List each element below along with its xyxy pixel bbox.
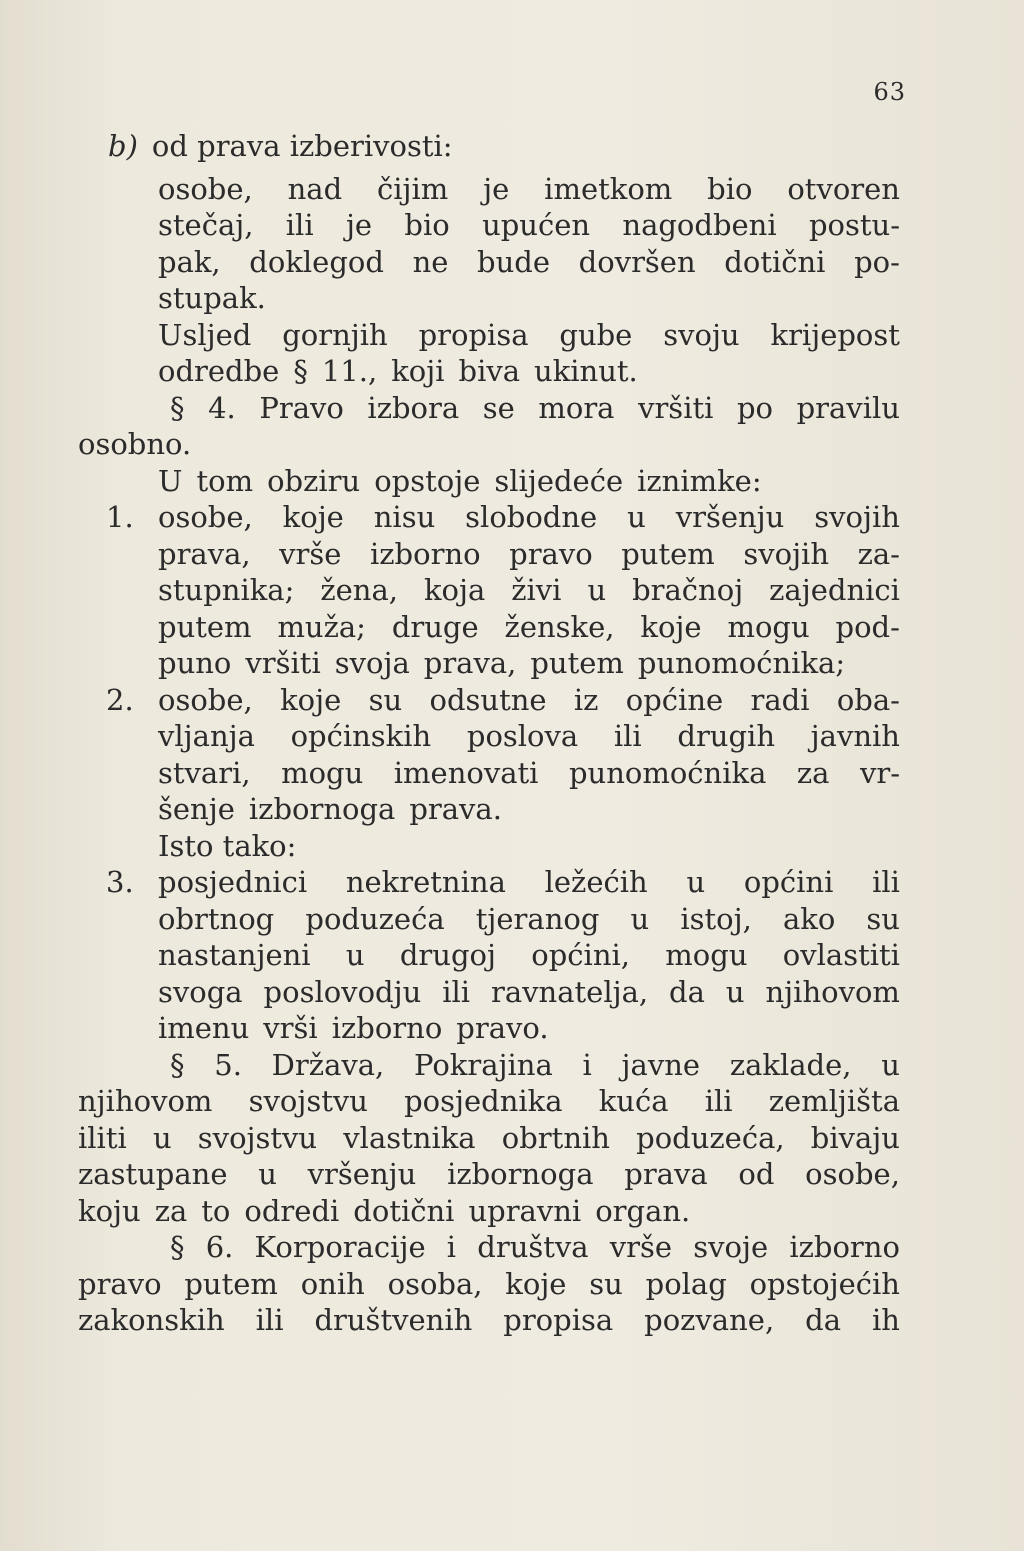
- word: odredbe: [158, 354, 280, 388]
- word: za: [154, 1193, 188, 1228]
- word: §: [170, 1230, 185, 1264]
- word: putem: [184, 1266, 278, 1301]
- word: imenu: [158, 1011, 250, 1045]
- list-item-line: [78, 536, 900, 573]
- list-item-number: [78, 1010, 158, 1047]
- word: putem: [530, 646, 624, 680]
- word: gube: [559, 317, 633, 352]
- word: pod-: [835, 609, 900, 644]
- list-item-text: [158, 682, 900, 719]
- word: u: [152, 1120, 172, 1155]
- word: ukinut.: [534, 354, 638, 388]
- word: opstoje: [374, 463, 481, 498]
- word: postu-: [808, 208, 900, 242]
- word: stvari,: [158, 755, 251, 790]
- word: druge: [391, 609, 479, 644]
- intro-blocks: [78, 171, 900, 500]
- word: koju: [78, 1193, 141, 1228]
- list-item-text: [158, 937, 900, 974]
- word: slijedeće: [494, 463, 624, 498]
- list-item-number: [78, 645, 158, 682]
- section-b-title: od prava izberivosti:: [151, 129, 453, 163]
- word: posjednika: [404, 1084, 563, 1118]
- word: su: [368, 682, 403, 717]
- text-line: [78, 1047, 900, 1084]
- word: drugih: [677, 719, 775, 753]
- word: vr-: [859, 755, 900, 790]
- word: osobe,: [158, 682, 253, 717]
- word: vršenju: [307, 1157, 417, 1191]
- word: je: [483, 171, 510, 206]
- word: izborno: [370, 536, 481, 571]
- text-line: [78, 1120, 900, 1157]
- word: poslovodju: [263, 974, 422, 1009]
- word: vršiti: [638, 390, 714, 425]
- text-line: [78, 1156, 900, 1193]
- word: koje: [640, 609, 702, 644]
- word: §: [293, 354, 308, 388]
- word: mogu: [727, 609, 810, 644]
- text-line: [78, 207, 900, 244]
- text-line: [78, 1302, 900, 1339]
- word: njihovom: [765, 974, 900, 1009]
- word: svoje: [693, 1230, 769, 1264]
- word: nekretnina: [345, 865, 506, 899]
- word: zastupane: [78, 1157, 228, 1191]
- list-item-number: [78, 974, 158, 1011]
- word: svoju: [663, 317, 740, 352]
- page-text: [78, 128, 900, 1339]
- word: vrše: [279, 536, 342, 571]
- word: izborno: [331, 1011, 443, 1045]
- word: obrtnog: [158, 901, 275, 936]
- word: u: [881, 1047, 900, 1082]
- list-item-number: [78, 901, 158, 938]
- word: prava,: [423, 646, 517, 680]
- word: poduzeća,: [636, 1120, 785, 1155]
- word: pravilu: [796, 390, 900, 425]
- word: ne: [412, 244, 449, 279]
- word: svojih: [814, 500, 900, 534]
- word: imenovati: [393, 755, 539, 790]
- word: dovršen: [578, 244, 696, 279]
- word: izbornoga: [447, 1157, 594, 1191]
- word: poduzeća: [305, 901, 445, 936]
- word: ih: [871, 1303, 900, 1337]
- word: imetkom: [544, 171, 673, 206]
- word: poslova: [466, 719, 579, 753]
- word: punomoćnika: [568, 755, 767, 790]
- word: pravo: [509, 536, 593, 571]
- list-item-text: [158, 572, 900, 609]
- word: stupnika;: [158, 573, 295, 607]
- list-item-line: [78, 791, 900, 828]
- word: javnih: [810, 719, 900, 753]
- text-line: [78, 390, 900, 427]
- word: opstojećih: [749, 1266, 900, 1301]
- word: nastanjeni: [158, 938, 311, 972]
- word: organ.: [595, 1193, 691, 1228]
- word: 11.,: [321, 354, 378, 388]
- word: da: [669, 974, 705, 1009]
- word: osobe,: [805, 1157, 900, 1191]
- word: njihovom: [78, 1084, 213, 1118]
- word: je: [345, 208, 373, 242]
- word: u: [587, 573, 607, 607]
- list-item-text: [158, 645, 900, 682]
- word: zemljišta: [768, 1084, 900, 1118]
- word: istoj,: [680, 901, 752, 936]
- word: biva: [458, 354, 521, 388]
- word: od: [738, 1157, 775, 1191]
- list-item-line: [78, 1010, 900, 1047]
- word: zakonskih: [78, 1303, 225, 1337]
- word: koje: [280, 682, 342, 717]
- list-item-number: 1.: [106, 500, 134, 534]
- word: punomoćnika;: [637, 646, 846, 680]
- word: mora: [538, 390, 615, 425]
- word: svojstvu: [248, 1084, 368, 1118]
- word: zajednici: [769, 573, 900, 607]
- word: muža;: [277, 609, 366, 644]
- list-item-line: [78, 864, 900, 901]
- word: svojih: [743, 536, 830, 571]
- word: svojstvu: [197, 1120, 318, 1155]
- word: U: [158, 463, 183, 498]
- word: upućen: [482, 208, 591, 242]
- word: ovlastiti: [782, 938, 900, 972]
- word: Pravo: [259, 390, 344, 425]
- exception-list-b: [78, 864, 900, 1047]
- word: odredi: [244, 1193, 340, 1228]
- word: općine: [625, 682, 724, 717]
- word: općini: [743, 865, 834, 899]
- list-item-number: [78, 937, 158, 974]
- word: bio: [707, 171, 753, 206]
- text-line: [78, 1229, 900, 1266]
- word: pozvane,: [644, 1303, 775, 1337]
- word: svoga: [158, 974, 243, 1009]
- word: javne: [621, 1047, 701, 1082]
- word: Usljed: [158, 317, 252, 352]
- word: tom: [196, 463, 254, 498]
- list-item-line: [78, 609, 900, 646]
- word: ležećih: [544, 865, 648, 899]
- word: mogu: [281, 755, 364, 790]
- word: su: [589, 1266, 623, 1301]
- word: u: [258, 1157, 277, 1191]
- word: Država,: [271, 1047, 385, 1082]
- list-item-number: [78, 755, 158, 792]
- word: vršenju: [675, 500, 785, 534]
- word: polag: [645, 1266, 727, 1301]
- word: ravnatelja,: [491, 974, 649, 1009]
- list-item-number: 3.: [106, 865, 134, 899]
- word: radi: [750, 682, 810, 717]
- word: 6.: [205, 1230, 234, 1264]
- word: su: [866, 901, 900, 936]
- word: po: [736, 390, 774, 425]
- list-item-line: [78, 755, 900, 792]
- word: društva: [477, 1230, 589, 1264]
- word: drugoj: [399, 938, 496, 972]
- word: vršiti: [245, 646, 321, 680]
- list-item-number: [78, 536, 158, 573]
- word: se: [482, 390, 515, 425]
- word: u: [725, 974, 745, 1009]
- word: §: [170, 390, 185, 425]
- word: kuća: [598, 1084, 669, 1118]
- word: stupak.: [158, 281, 266, 315]
- word: putem: [158, 609, 252, 644]
- word: izbornoga: [248, 792, 396, 826]
- word: tjeranog: [475, 901, 600, 936]
- word: iliti: [78, 1120, 127, 1155]
- list-item-text: [158, 718, 900, 755]
- list-item-line: [78, 499, 900, 536]
- list-item-line: [78, 901, 900, 938]
- word: posjednici: [158, 865, 308, 899]
- word: mogu: [665, 938, 748, 972]
- word: vrši: [263, 1011, 318, 1045]
- word: obrtnih: [501, 1120, 610, 1155]
- word: iz: [573, 682, 599, 717]
- text-line: [78, 1193, 900, 1230]
- word: koje: [505, 1266, 567, 1301]
- word: slobodne: [465, 500, 598, 534]
- word: bude: [477, 244, 551, 279]
- word: žena,: [320, 573, 398, 607]
- word: Korporacije: [254, 1230, 426, 1264]
- word: onih: [300, 1266, 365, 1301]
- word: ženske,: [504, 609, 615, 644]
- paragraph-5: [78, 1047, 900, 1230]
- text-line: [78, 353, 900, 390]
- word: 5.: [214, 1047, 242, 1082]
- list-item-text: [158, 901, 900, 938]
- word: Pokrajina: [414, 1047, 553, 1082]
- list-item-line: [78, 572, 900, 609]
- text-line: [78, 317, 900, 354]
- isto-tako-text: Isto tako:: [158, 828, 297, 863]
- word: doklegod: [249, 244, 384, 279]
- word: nisu: [373, 500, 436, 534]
- list-item-number: [78, 791, 158, 828]
- word: osobe,: [158, 171, 253, 206]
- word: u: [627, 500, 646, 534]
- word: upravni: [468, 1193, 582, 1228]
- word: vlastnika: [343, 1120, 476, 1155]
- list-item-line: [78, 718, 900, 755]
- word: krijepost: [770, 317, 900, 352]
- word: obziru: [267, 463, 361, 498]
- word: pak,: [158, 244, 221, 279]
- word: ili: [285, 208, 314, 242]
- list-item-line: [78, 645, 900, 682]
- word: živi: [511, 573, 562, 607]
- word: §: [170, 1047, 185, 1082]
- list-item-number: [78, 718, 158, 755]
- text-line: [78, 426, 900, 463]
- page-number: 63: [873, 78, 906, 106]
- word: svoja: [334, 646, 410, 680]
- word: u: [345, 938, 365, 972]
- word: nad: [287, 171, 343, 206]
- word: vljanja: [158, 719, 255, 753]
- word: odsutne: [429, 682, 547, 717]
- isto-tako-line: [78, 828, 900, 865]
- text-line: [78, 463, 900, 500]
- list-item-text: [158, 755, 900, 792]
- text-line: [78, 280, 900, 317]
- word: ili: [442, 974, 471, 1009]
- word: pravo.: [456, 1011, 549, 1045]
- word: ili: [255, 1303, 284, 1337]
- list-item-line: [78, 682, 900, 719]
- word: bivaju: [810, 1120, 900, 1155]
- word: puno: [158, 646, 232, 680]
- text-line: [78, 1083, 900, 1120]
- word: stečaj,: [158, 208, 254, 242]
- list-item-number: 2.: [106, 682, 134, 717]
- word: čijim: [377, 171, 449, 206]
- word: to: [201, 1193, 231, 1228]
- word: koji: [391, 354, 445, 388]
- list-item-text: [158, 1010, 900, 1047]
- text-line: [78, 171, 900, 208]
- word: društvenih: [314, 1303, 473, 1337]
- list-item-number: [78, 609, 158, 646]
- word: općinskih: [290, 719, 432, 753]
- text-line: [78, 1266, 900, 1303]
- word: po-: [854, 244, 900, 279]
- word: iznimke:: [637, 463, 762, 498]
- word: za-: [857, 536, 900, 571]
- word: ili: [872, 865, 900, 899]
- list-item-text: [158, 864, 900, 901]
- word: zaklade,: [729, 1047, 852, 1082]
- word: ako: [782, 901, 836, 936]
- list-item-text: [158, 791, 900, 828]
- word: putem: [621, 536, 715, 571]
- word: dotični: [724, 244, 826, 279]
- word: bio: [404, 208, 450, 242]
- word: ili: [704, 1084, 733, 1118]
- word: za: [796, 755, 830, 790]
- list-item-text: [158, 499, 900, 536]
- word: općini,: [531, 938, 630, 972]
- word: osobe,: [158, 500, 253, 534]
- word: koja: [423, 573, 486, 607]
- word: u: [686, 865, 706, 899]
- list-item-number: [78, 572, 158, 609]
- word: i: [582, 1047, 592, 1082]
- word: oba-: [836, 682, 900, 717]
- word: prava: [624, 1157, 708, 1191]
- word: prava,: [158, 536, 251, 571]
- list-item-text: [158, 609, 900, 646]
- word: osoba,: [387, 1266, 483, 1301]
- word: dotični: [353, 1193, 455, 1228]
- word: šenje: [158, 792, 235, 826]
- word: izborno: [789, 1230, 900, 1264]
- word: otvoren: [787, 171, 900, 206]
- text-line: [78, 244, 900, 281]
- word: 4.: [208, 390, 236, 425]
- word: osobno.: [78, 427, 192, 461]
- paragraph-6: [78, 1229, 900, 1339]
- section-b-heading: [78, 128, 900, 165]
- word: koje: [282, 500, 344, 534]
- word: propisa: [418, 317, 529, 352]
- word: ili: [613, 719, 642, 753]
- word: vrše: [609, 1230, 673, 1264]
- word: gornjih: [282, 317, 388, 352]
- word: bračnoj: [632, 573, 744, 607]
- list-item-line: [78, 974, 900, 1011]
- list-item-text: [158, 536, 900, 573]
- list-item-text: [158, 974, 900, 1011]
- word: propisa: [503, 1303, 614, 1337]
- word: i: [446, 1230, 457, 1264]
- word: izbora: [367, 390, 460, 425]
- word: da: [805, 1303, 841, 1337]
- word: pravo: [78, 1266, 162, 1301]
- word: u: [630, 901, 650, 936]
- word: nagodbeni: [622, 208, 777, 242]
- word: prava.: [409, 792, 502, 826]
- list-item-line: [78, 937, 900, 974]
- section-b-label: b): [108, 129, 138, 163]
- exception-list-a: [78, 499, 900, 828]
